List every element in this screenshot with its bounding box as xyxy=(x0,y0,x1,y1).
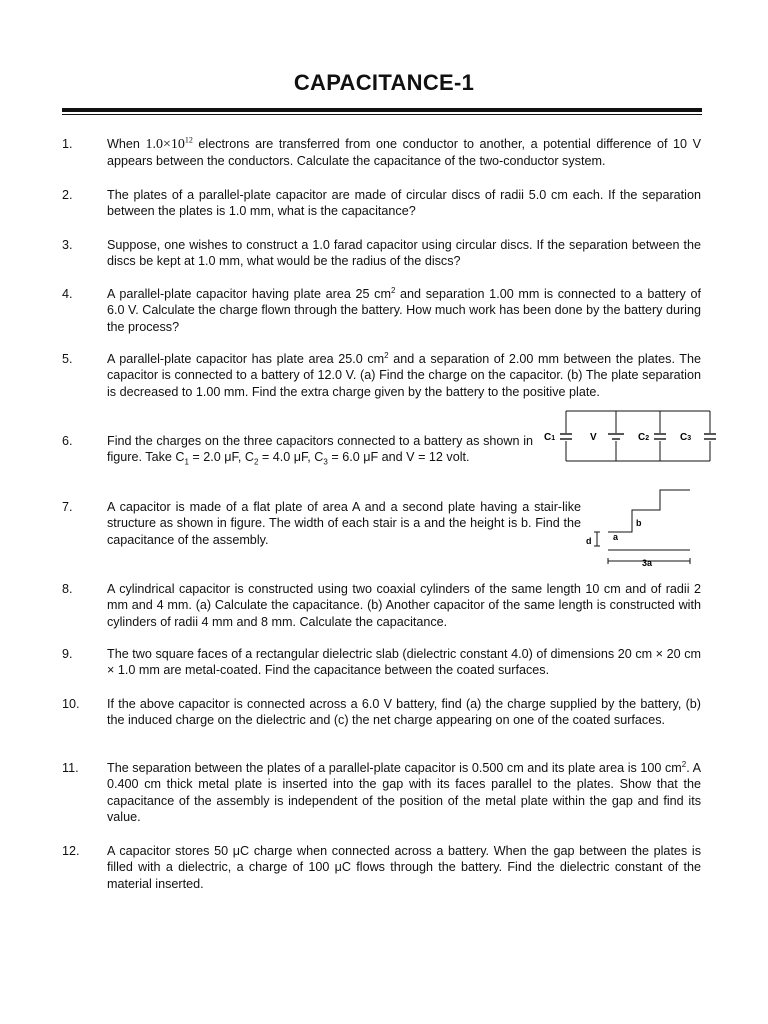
question-number: 10. xyxy=(62,697,80,711)
label-v: V xyxy=(590,432,597,443)
battery-symbol xyxy=(608,434,624,439)
circuit-figure xyxy=(538,405,718,467)
question-number: 11. xyxy=(62,761,79,775)
label-c3: C3 xyxy=(680,432,692,443)
question-text: When $1.0\times 10^{12}$ electrons are transferred from one conductor to another, a potential difference of 10 V appears between the conductors. Calculate the capacitance of the two-conductor system. xyxy=(107,135,701,169)
question-text: A cylindrical capacitor is constructed using two coaxial cylinders of the same length 10 cm and of radii 2 mm and 4 mm. (a) Calculate the capacitance. (b) Another capacitor of the same length is constructed with cylinders of radii 4 mm and 8 mm. Calculate the capacitance. xyxy=(107,582,701,629)
question-number: 8. xyxy=(62,582,73,596)
math-expression: $1.0\times 10^{12}$ xyxy=(145,135,193,152)
question-number: 2. xyxy=(62,188,73,202)
stair-capacitor-figure xyxy=(580,484,700,570)
label-a: a xyxy=(613,532,619,542)
page-title: CAPACITANCE-1 xyxy=(293,70,475,95)
question-text: A capacitor stores 50 μC charge when connected across a battery. When the gap between the plates is filled with a dielectric, a charge of 100 μC flows through the battery. Find the dielectric constant of the material inserted. xyxy=(107,844,701,891)
capacitor-c2-symbol xyxy=(654,434,666,439)
question-number: 7. xyxy=(62,500,73,514)
question-text: A capacitor is made of a flat plate of area A and a second plate having a stair-like structure as shown in figure. The width of each stair is a and the height is b. Find the capacitance of the assembly. xyxy=(107,500,581,547)
question-number: 6. xyxy=(62,434,73,448)
question-number: 12. xyxy=(62,844,80,858)
label-b: b xyxy=(636,518,642,528)
question-text: The separation between the plates of a parallel-plate capacitor is 0.500 cm and its plate area is 100 $cm^2$. A 0.400 cm thick metal plate is inserted into the gap with its faces parallel to the plates. Show that the capacitance of the assembly is independent of the position of the metal plate within the gap and find its value. xyxy=(107,759,701,825)
capacitor-c3-symbol xyxy=(704,434,716,439)
question-number: 1. xyxy=(62,137,73,151)
label-c2: C2 xyxy=(638,432,650,443)
question-text: The plates of a parallel-plate capacitor are made of circular discs of radii 5.0 cm each. If the separation between the plates is 1.0 mm, what is the capacitance? xyxy=(107,188,701,219)
label-3a: 3a xyxy=(642,558,653,568)
question-text: A parallel-plate capacitor has plate area 25.0 $cm^2$ and a separation of 2.00 mm between the plates. The capacitor is connected to a battery of 12.0 V. (a) Find the charge on the capacitor. (b) The plate separation is decreased to 1.00 mm. Find the extra charge given by the battery to the positive plate. xyxy=(107,350,702,399)
label-d: d xyxy=(586,536,592,546)
question-number: 9. xyxy=(62,647,73,661)
title-rule-thin xyxy=(62,114,702,115)
label-c1: C1 xyxy=(544,432,556,443)
question-number: 3. xyxy=(62,238,73,252)
title-rule-thick xyxy=(62,108,702,112)
question-text: A parallel-plate capacitor having plate area 25 $cm^2$ and separation 1.00 mm is connected to a battery of 6.0 V. Calculate the charge flown through the battery. How much work has been done by the battery during the process? xyxy=(107,285,701,334)
question-text: Find the charges on the three capacitors connected to a battery as shown in figure. Take $C_1 = 2.0$ μF, $C_2 = 4.0$ μF, $C_3 = 6.0$ μF and V = 12 volt. xyxy=(107,434,533,467)
capacitor-c1-symbol xyxy=(560,434,572,439)
question-text: Suppose, one wishes to construct a 1.0 farad capacitor using circular discs. If the separation between the discs be kept at 1.0 mm, what would be the radius of the discs? xyxy=(107,238,701,269)
question-number: 4. xyxy=(62,287,73,301)
question-text: If the above capacitor is connected across a 6.0 V battery, find (a) the charge supplied by the battery, (b) the induced charge on the dielectric and (c) the net charge appearing on one of the coated surfaces. xyxy=(107,697,701,728)
question-number: 5. xyxy=(62,352,73,366)
question-text: The two square faces of a rectangular dielectric slab (dielectric constant 4.0) of dimensions 20 cm × 20 cm × 1.0 mm are metal-coated. Find the capacitance between the coated surfaces. xyxy=(107,647,701,678)
